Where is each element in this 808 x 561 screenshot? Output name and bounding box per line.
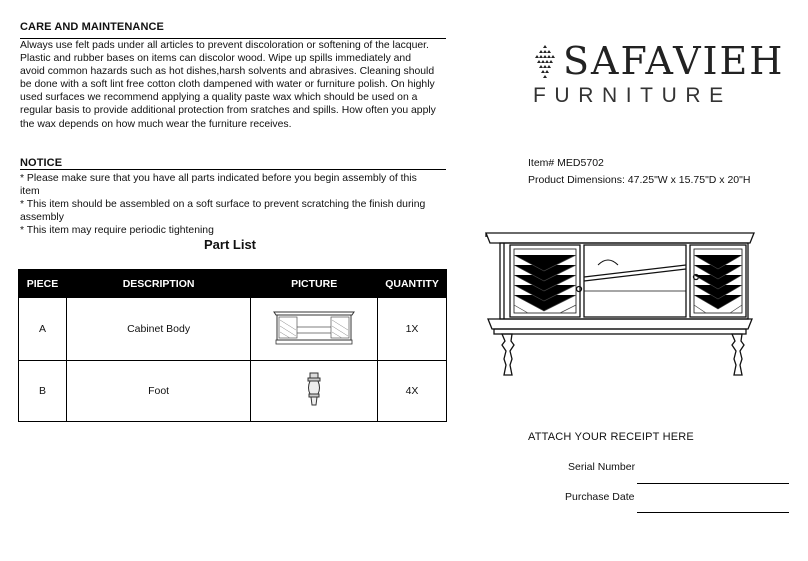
serial-number-field[interactable] xyxy=(637,483,789,484)
notice-title: NOTICE xyxy=(20,157,63,169)
media-cabinet-drawing xyxy=(480,225,760,395)
part-list-header-row xyxy=(19,270,447,298)
table-row xyxy=(19,298,447,361)
item-number: Item# MED5702 xyxy=(528,157,604,169)
notice-line: * This item may require periodic tightening xyxy=(20,225,214,237)
serial-number-label: Serial Number xyxy=(568,461,636,473)
table-row xyxy=(19,361,447,422)
header-picture: PICTURE xyxy=(251,270,378,298)
notice-line: assembly xyxy=(20,212,64,224)
brand-name: SAFAVIEH xyxy=(563,39,785,83)
brand-subtitle: FURNITURE xyxy=(533,84,732,107)
description-cell: Foot xyxy=(66,361,250,422)
quantity-cell: 4X xyxy=(378,361,447,422)
safavieh-logo-icon xyxy=(530,43,560,79)
notice-divider xyxy=(20,169,446,170)
care-line: the wax depends on how much wear the furniture receives. xyxy=(20,118,292,130)
piece-cell: B xyxy=(19,361,67,422)
description-cell: Cabinet Body xyxy=(66,298,250,361)
picture-cell xyxy=(251,361,378,422)
product-dimensions: Product Dimensions: 47.25"W x 15.75"D x 20"H xyxy=(528,174,751,186)
notice-line: item xyxy=(20,186,40,198)
header-piece: PIECE xyxy=(19,270,67,298)
quantity-cell: 1X xyxy=(378,298,447,361)
part-list-title: Part List xyxy=(204,237,257,252)
cabinet-body-icon xyxy=(272,306,356,350)
care-line: avoid common hazards such as hot dishes,harsh solvents and abrasives. Cleaning should xyxy=(20,66,435,78)
part-list-table xyxy=(18,269,447,422)
foot-icon xyxy=(304,372,324,408)
care-line: be done with a soft lint free cotton cloth dampened with water or furniture polish. On highly xyxy=(20,79,435,91)
brand-block xyxy=(530,40,790,110)
care-line: Plastic and rubber bases on items can discolor wood. Wipe up spills immediately and xyxy=(20,53,411,65)
purchase-date-field[interactable] xyxy=(637,512,789,513)
care-line: Always use felt pads under all articles to prevent discoloration or softening of the lacquer. xyxy=(20,40,429,51)
notice-text xyxy=(20,172,446,237)
care-maintenance-text xyxy=(20,39,446,131)
header-description: DESCRIPTION xyxy=(66,270,250,298)
notice-line: * This item should be assembled on a soft surface to prevent scratching the finish during xyxy=(20,199,426,211)
notice-line: * Please make sure that you have all parts indicated before you begin assembly of this xyxy=(20,173,417,184)
purchase-date-label: Purchase Date xyxy=(565,491,635,503)
piece-cell: A xyxy=(19,298,67,361)
care-line: regular basis to provide additional protection from sratches and spills. How often you apply xyxy=(20,105,436,117)
receipt-title: ATTACH YOUR RECEIPT HERE xyxy=(528,431,694,443)
care-maintenance-title: CARE AND MAINTENANCE xyxy=(20,21,164,33)
care-line: used surfaces we recommend applying a quality paste wax which should be used on a xyxy=(20,92,418,104)
header-quantity: QUANTITY xyxy=(378,270,447,298)
picture-cell xyxy=(251,298,378,361)
